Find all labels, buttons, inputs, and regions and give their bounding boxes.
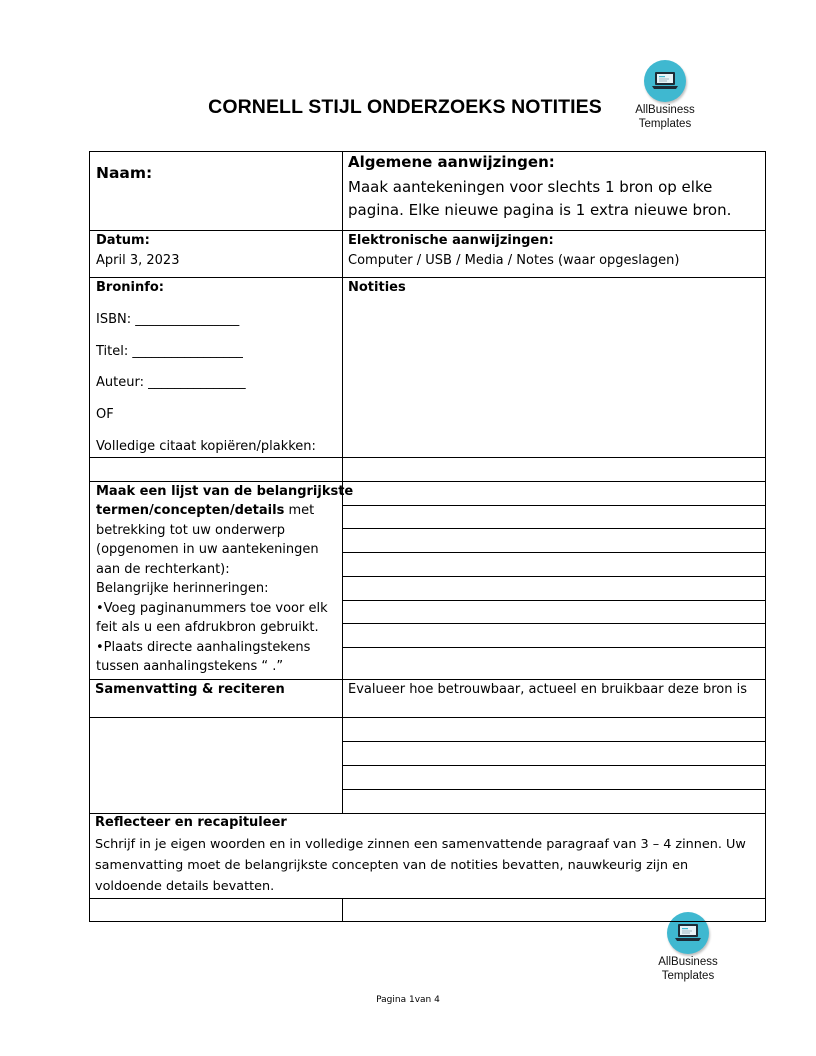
elektronische-label: Elektronische aanwijzingen: (348, 233, 554, 248)
datum-label: Datum: (96, 233, 150, 248)
evalueer-text: Evalueer hoe betrouwbaar, actueel en bruikbaar deze bron is (348, 682, 747, 697)
reflecteer-line1: Schrijf in je eigen woorden en in volledige zinnen een samenvattende paragraaf van 3 – 4 zinnen. Uw (95, 837, 746, 852)
row-divider (89, 277, 766, 278)
broninfo-label: Broninfo: (96, 280, 165, 295)
reflecteer-line2: samenvatting moet de belangrijkste concepten van de notities bevatten, nauwkeurig zijn en (95, 858, 689, 873)
logo-text-line2: Templates (638, 118, 692, 130)
writing-line (342, 647, 766, 648)
laptop-icon (644, 60, 686, 102)
lijst-line9: •Plaats directe aanhalingstekens (96, 640, 311, 655)
algemene-label: Algemene aanwijzingen: (348, 153, 555, 171)
algemene-text-line1: Maak aantekeningen voor slechts 1 bron op elke (348, 178, 713, 196)
row-divider (89, 717, 766, 718)
algemene-text-line2: pagina. Elke nieuwe pagina is 1 extra nieuwe bron. (348, 201, 732, 219)
titel-field: Titel: _________________ (96, 344, 243, 359)
lijst-line4: (opgenomen in uw aantekeningen (96, 542, 319, 557)
notities-label: Notities (348, 280, 406, 295)
column-divider (342, 898, 343, 921)
page-number: Pagina 1van 4 (376, 995, 440, 1005)
laptop-icon (667, 912, 709, 954)
lijst-line2-bold: termen/concepten/details (96, 503, 285, 518)
lijst-line2-rest: met (284, 503, 315, 518)
lijst-line5: aan de rechterkant): (96, 562, 230, 577)
lijst-line6: Belangrijke herinneringen: (96, 581, 269, 596)
writing-line (342, 789, 766, 790)
datum-value: April 3, 2023 (96, 253, 180, 268)
writing-line (342, 552, 766, 553)
allbusiness-logo-bottom (646, 912, 730, 982)
lijst-line8: feit als u een afdrukbron gebruikt. (96, 620, 319, 635)
samenvatting-label: Samenvatting & reciteren (95, 682, 285, 697)
writing-line (342, 765, 766, 766)
writing-line (342, 576, 766, 577)
table-border-right (765, 151, 766, 921)
table-border-left (89, 151, 90, 921)
elektronische-value: Computer / USB / Media / Notes (waar opgeslagen) (348, 253, 680, 268)
row-divider (89, 898, 766, 899)
writing-line (342, 623, 766, 624)
reflecteer-line3: voldoende details bevatten. (95, 879, 275, 894)
writing-line (342, 741, 766, 742)
writing-line (342, 505, 766, 506)
lijst-line7: •Voeg paginanummers toe voor elk (96, 601, 328, 616)
writing-line (342, 528, 766, 529)
reflecteer-label: Reflecteer en recapituleer (95, 815, 287, 830)
logo-text-line1: AllBusiness (635, 104, 695, 116)
lijst-line1: Maak een lijst van de belangrijkste (96, 484, 354, 499)
lijst-line3: betrekking tot uw onderwerp (96, 523, 285, 538)
auteur-field: Auteur: _______________ (96, 375, 246, 390)
writing-line (342, 600, 766, 601)
citaat-label: Volledige citaat kopiëren/plakken: (96, 439, 316, 454)
isbn-field: ISBN: ________________ (96, 312, 240, 327)
lijst-line10: tussen aanhalingstekens “ .” (96, 659, 284, 674)
page-title: CORNELL STIJL ONDERZOEKS NOTITIES (208, 96, 602, 118)
row-divider (89, 921, 766, 922)
naam-label: Naam: (96, 164, 153, 182)
logo-text-line2: Templates (661, 970, 715, 982)
allbusiness-logo-top (623, 60, 707, 130)
lijst-line2 (96, 501, 314, 521)
logo-text-line1: AllBusiness (658, 956, 718, 968)
of-label: OF (96, 407, 114, 422)
row-divider (89, 457, 766, 458)
